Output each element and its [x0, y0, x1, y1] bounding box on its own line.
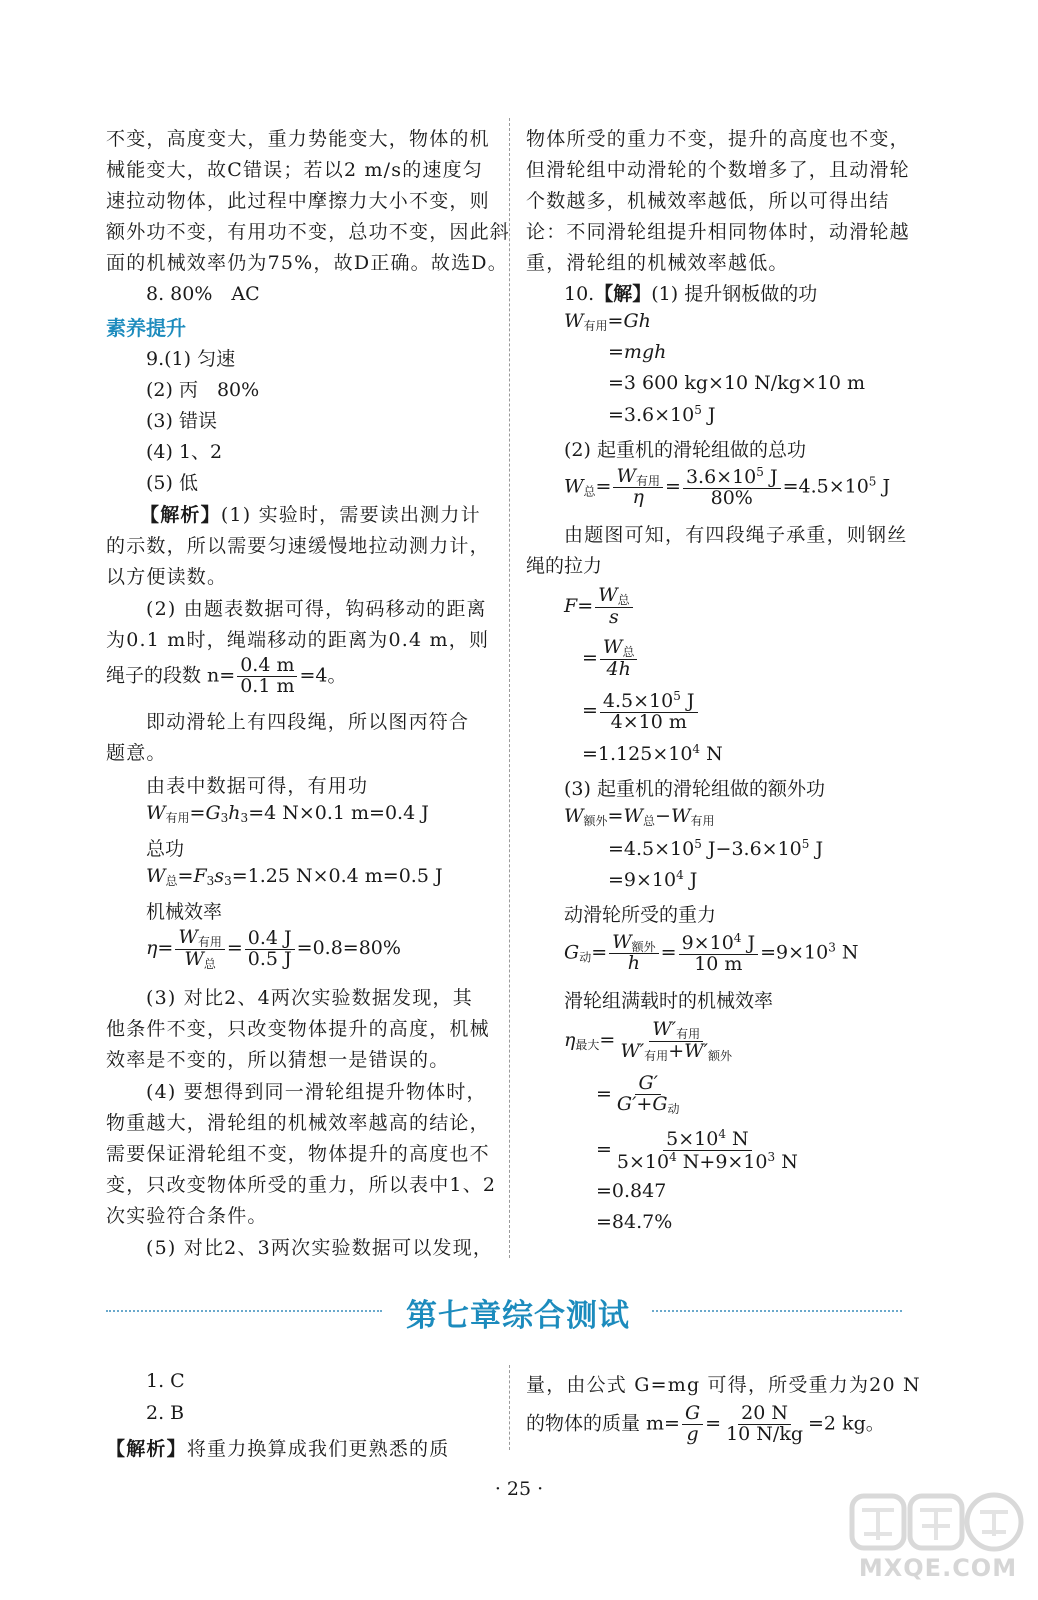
formula-total-work-crane: $W_总=$ $\frac{W_{有用}}{\eta}$ = $\frac{3.6\times 10^5 J}{80\%}$ $=4.5\times 10^5$ J	[564, 464, 891, 509]
text-line: 由表中数据可得，有用功	[146, 775, 369, 797]
formula-steel-work-1: $W_{有用}=Gh$	[564, 310, 651, 333]
dotted-rule-right	[652, 1310, 902, 1312]
formula-rope-count: 绳子的段数 n= $\frac{0.4 m}{0.1 m}$ =4。	[106, 654, 347, 697]
dotted-rule-left	[106, 1310, 382, 1312]
solution-10-heading: 10.【解】(1) 提升钢板做的功	[564, 283, 818, 305]
page-number: · 25 ·	[494, 1478, 544, 1500]
answer-9-2: (2) 丙 80%	[146, 379, 260, 401]
formula-extra-work-1: $W_{额外}=W_总-W_{有用}$	[564, 805, 715, 828]
section-heading: 素养提升	[106, 316, 186, 340]
formula-max-eff-1: $\eta_{最大}=$ $\frac{W'_{有用}}{W'_{有用}+W'_{额外}}$	[564, 1018, 732, 1063]
right-column	[516, 0, 1038, 1260]
text-line: 变，只改变物体所受的重力，所以表中1、2	[106, 1174, 497, 1196]
text-line: 题意。	[106, 742, 167, 764]
formula-force-4: $=1.125\times 10^4$ N	[582, 742, 723, 765]
watermark-logo	[848, 1490, 1028, 1595]
formula-max-eff-4: =0.847	[596, 1180, 667, 1202]
text-line: 械能变大，故C错误；若以2 m/s的速度匀	[106, 159, 484, 181]
text-line: 他条件不变，只改变物体提升的高度，机械	[106, 1018, 490, 1040]
text-line: (3) 起重机的滑轮组做的额外功	[564, 778, 825, 800]
text-line: 物体所受的重力不变，提升的高度也不变，	[526, 128, 910, 150]
analysis-para-1: 【解析】(1) 实验时，需要读出测力计	[140, 504, 481, 526]
text-line: 由题图可知，有四段绳子承重，则钢丝	[564, 524, 908, 546]
text-line: 速拉动物体，此过程中摩擦力大小不变，则	[106, 190, 490, 212]
answer-9-5: (5) 低	[146, 472, 198, 494]
text-line: (4) 要想得到同一滑轮组提升物体时，	[146, 1081, 487, 1103]
text-line: 绳的拉力	[526, 555, 603, 577]
answer-9-3: (3) 错误	[146, 410, 217, 432]
formula-max-eff-3: = $\frac{5\times 10^4 N}{5\times 10^4 N+9\times 10^3 N}$	[596, 1127, 798, 1173]
analysis-bottom: 【解析】将重力换算成我们更熟悉的质	[106, 1438, 450, 1460]
answer-9-4: (4) 1、2	[146, 441, 223, 463]
text-line: 滑轮组满载时的机械效率	[564, 990, 774, 1012]
formula-extra-work-3: $=9\times 10^4$ J	[608, 868, 698, 891]
text-line: 个数越多，机械效率越低，所以可得出结	[526, 190, 890, 212]
text-line: 总功	[146, 838, 185, 860]
text-line: 的示数，所以需要匀速缓慢地拉动测力计，	[106, 535, 490, 557]
text-line: 即动滑轮上有四段绳，所以图丙符合	[146, 711, 470, 733]
text-line: 效率是不变的，所以猜想一是错误的。	[106, 1049, 450, 1071]
answer-1: 1. C	[146, 1370, 185, 1392]
formula-steel-work-2: =mgh	[608, 341, 667, 363]
text-line: 需要保证滑轮组不变，物体提升的高度也不	[106, 1143, 490, 1165]
formula-force-2: = $\frac{W_总}{4h}$	[582, 638, 639, 680]
text-line: 机械效率	[146, 901, 223, 923]
text-line: 动滑轮所受的重力	[564, 904, 717, 926]
text-line: 次实验符合条件。	[106, 1205, 268, 1227]
formula-efficiency: η= $\frac{W_{有用}}{W_总}$ = $\frac{0.4 J}{0.5 J}$ =0.8=80%	[146, 926, 401, 971]
answer-8: 8. 80% AC	[146, 283, 260, 305]
formula-force-3: = $\frac{4.5\times 10^5 J}{4\times 10 m}$	[582, 690, 700, 733]
text-line: (5) 对比2、3两次实验数据可以发现，	[146, 1237, 494, 1259]
text-line: 以方便读数。	[106, 566, 228, 588]
text-line: 面的机械效率仍为75%，故D正确。故选D。	[106, 252, 508, 274]
answer-2: 2. B	[146, 1402, 185, 1424]
formula-pulley-weight: $G_动=$ $\frac{W_{额外}}{h}$ = $\frac{9\times 10^4 J}{10 m}$ $=9\times 10^3$ N	[564, 930, 859, 975]
chapter-title: 第七章综合测试	[406, 1298, 630, 1334]
column-divider-bottom	[509, 1365, 510, 1450]
watermark-text: MXQE.COM	[858, 1554, 1018, 1582]
text-line: (2) 起重机的滑轮组做的总功	[564, 439, 806, 461]
text-line: 重，滑轮组的机械效率越低。	[526, 252, 789, 274]
text-line: 但滑轮组中动滑轮的个数增多了，且动滑轮	[526, 159, 910, 181]
formula-max-eff-5: =84.7%	[596, 1211, 673, 1233]
answer-9-1: 9.(1) 匀速	[146, 348, 236, 370]
text-line: (3) 对比2、4两次实验数据发现，其	[146, 987, 473, 1009]
formula-steel-work-4: $=3.6\times 10^5$ J	[608, 403, 716, 426]
text-line: 为0.1 m时，绳端移动的距离为0.4 m，则	[106, 629, 490, 651]
text-line: 额外功不变，有用功不变，总功不变，因此斜	[106, 221, 511, 243]
text-line: 物重越大，滑轮组的机械效率越高的结论，	[106, 1112, 490, 1134]
text-line: 论：不同滑轮组提升相同物体时，动滑轮越	[526, 221, 910, 243]
analysis-tag: 【解析】	[140, 504, 221, 526]
formula-mass: 的物体的质量 m= $\frac{G}{g}$ = $\frac{20 N}{10 N/kg}$ =2 kg。	[526, 1402, 885, 1445]
formula-force-1: F= $\frac{W_总}{s}$	[564, 586, 635, 628]
formula-total-work: $W_总=F_3s_3=1.25$ N×0.4 m=0.5 J	[146, 865, 443, 888]
formula-max-eff-2: = $\frac{G'}{G'+G_动}$	[596, 1072, 680, 1116]
text-line: 不变，高度变大，重力势能变大，物体的机	[106, 128, 490, 150]
column-divider	[509, 118, 510, 1258]
text-line: 量，由公式 G=mg 可得，所受重力为20 N	[526, 1374, 921, 1396]
formula-useful-work: $W_{有用}=G_3h_3=4$ N×0.1 m=0.4 J	[146, 802, 429, 825]
left-column	[0, 0, 510, 1260]
formula-steel-work-3: =3 600 kg×10 N/kg×10 m	[608, 372, 866, 394]
formula-extra-work-2: $=4.5\times 10^5$ $J-3.6\times 10^5$ J	[608, 837, 824, 860]
text-line: (2) 由题表数据可得，钩码移动的距离	[146, 598, 487, 620]
